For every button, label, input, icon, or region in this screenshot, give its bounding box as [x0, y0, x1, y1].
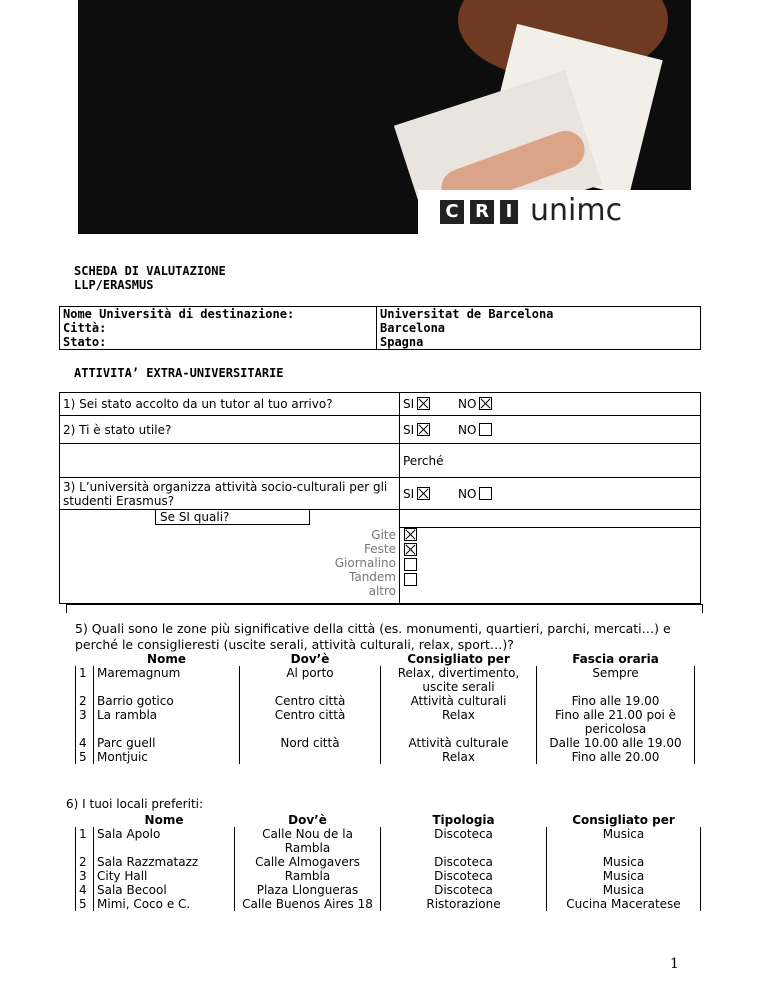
cell-per: Relax	[381, 708, 537, 736]
cell-nome: Maremagnum	[94, 666, 240, 694]
gite-checkbox[interactable]	[404, 528, 417, 541]
tandem-checkbox[interactable]	[404, 573, 417, 586]
cell-dove: Rambla	[235, 869, 381, 883]
cell-nome: Montjuic	[94, 750, 240, 764]
table-row	[76, 897, 701, 911]
cri-unimc-logo: C R I unimc	[418, 190, 691, 234]
cell-per: Musica	[547, 883, 701, 897]
q2-no-checkbox[interactable]	[479, 423, 492, 436]
cell-n: 2	[76, 855, 94, 869]
cell-n: 2	[76, 694, 94, 708]
zones-table: Nome Dov’è Consigliato per Fascia oraria 1 Maremagnum Al porto Relax, divertimento, uscite serali Sempre 2 Barrio gotico Centro città Attività culturali Fino alle 19.00 3 La rambla Centro città Relax Fino alle 21.00 poi è pericolosa 4 Parc guell Nord città Attività culturale Dalle 10.00 alle 19.00 5 Montjuic Relax Fino alle 20.00	[75, 652, 695, 764]
cell-nome: Parc guell	[94, 736, 240, 750]
q6-text: 6) I tuoi locali preferiti:	[66, 797, 204, 811]
cell-dove: Plaza Llongueras	[235, 883, 381, 897]
cell-fascia: Dalle 10.00 alle 19.00	[537, 736, 695, 750]
cell-per: Musica	[547, 827, 701, 855]
cell-nome: Sala Becool	[94, 883, 235, 897]
cell-tipo: Ristorazione	[381, 897, 547, 911]
cell-per: Cucina Maceratese	[547, 897, 701, 911]
cell-dove	[240, 750, 381, 764]
cell-per: Musica	[547, 855, 701, 869]
cell-n: 1	[76, 666, 94, 694]
cell-dove: Calle Buenos Aires 18	[235, 897, 381, 911]
cell-n: 3	[76, 708, 94, 736]
table-row	[76, 694, 695, 708]
table-row	[76, 855, 701, 869]
venues-table: Nome Dov’è Tipologia Consigliato per 1 Sala Apolo Calle Nou de la Rambla Discoteca Musica 2 Sala Razzmatazz Calle Almogavers Discoteca Musica 3 City Hall Rambla Discoteca Musica 4 Sala Becool Plaza Llongueras Discoteca Musica 5 Mimi, Coco e C. Calle Buenos Aires 18 Ristorazione Cucina Maceratese	[75, 813, 701, 911]
cell-per: Relax	[381, 750, 537, 764]
table-row	[76, 750, 695, 764]
cell-dove: Al porto	[240, 666, 381, 694]
table-row	[76, 827, 701, 855]
q1-no-checkbox[interactable]	[479, 397, 492, 410]
cell-nome: Mimi, Coco e C.	[94, 897, 235, 911]
cell-dove: Centro città	[240, 694, 381, 708]
cell-per: Relax, divertimento, uscite serali	[381, 666, 537, 694]
cell-nome: Sala Razzmatazz	[94, 855, 235, 869]
feste-checkbox[interactable]	[404, 543, 417, 556]
header-banner	[78, 0, 691, 234]
cell-nome: La rambla	[94, 708, 240, 736]
table-row	[76, 666, 695, 694]
cell-per: Attività culturale	[381, 736, 537, 750]
table-row	[76, 708, 695, 736]
cell-fascia: Fino alle 19.00	[537, 694, 695, 708]
cell-per: Attività culturali	[381, 694, 537, 708]
cell-fascia: Sempre	[537, 666, 695, 694]
q5-text: 5) Quali sono le zone più significative della città (es. monumenti, quartieri, parchi, mercati…) e perché le consiglieresti (uscite serali, attività culturali, relax, sport…)?	[75, 621, 671, 652]
q2-si-checkbox[interactable]	[417, 423, 430, 436]
cell-fascia: Fino alle 21.00 poi è pericolosa	[537, 708, 695, 736]
cell-n: 4	[76, 883, 94, 897]
section-title: ATTIVITA’ EXTRA-UNIVERSITARIE	[74, 366, 284, 380]
cell-n: 1	[76, 827, 94, 855]
cell-dove: Centro città	[240, 708, 381, 736]
cell-tipo: Discoteca	[381, 827, 547, 855]
cell-dove: Nord città	[240, 736, 381, 750]
q3-si-checkbox[interactable]	[417, 487, 430, 500]
document-title: SCHEDA DI VALUTAZIONE LLP/ERASMUS	[74, 264, 226, 292]
university-info-table: Nome Università di destinazione: Città: Stato: Universitat de Barcelona Barcelona Spagna	[59, 306, 701, 350]
cell-per: Musica	[547, 869, 701, 883]
cell-nome: City Hall	[94, 869, 235, 883]
q1-si-checkbox[interactable]	[417, 397, 430, 410]
cell-dove: Calle Nou de la Rambla	[235, 827, 381, 855]
cell-tipo: Discoteca	[381, 855, 547, 869]
table-row	[76, 869, 701, 883]
giornalino-checkbox[interactable]	[404, 558, 417, 571]
cell-dove: Calle Almogavers	[235, 855, 381, 869]
cell-nome: Sala Apolo	[94, 827, 235, 855]
cell-tipo: Discoteca	[381, 869, 547, 883]
q3-no-checkbox[interactable]	[479, 487, 492, 500]
page-number: 1	[670, 956, 679, 972]
cell-tipo: Discoteca	[381, 883, 547, 897]
cell-n: 3	[76, 869, 94, 883]
cell-n: 4	[76, 736, 94, 750]
cell-n: 5	[76, 897, 94, 911]
table-row	[76, 883, 701, 897]
cell-nome: Barrio gotico	[94, 694, 240, 708]
cell-fascia: Fino alle 20.00	[537, 750, 695, 764]
questions-table: 1) Sei stato accolto da un tutor al tuo arrivo? SI NO 2) Ti è stato utile? SI NO Perché 3) L’università organizza attività socio-culturali per gli studenti Erasmus? SI NO Se SI quali? Gite Feste Giornalino Tandem altro	[59, 392, 701, 604]
cell-n: 5	[76, 750, 94, 764]
table-row	[76, 736, 695, 750]
